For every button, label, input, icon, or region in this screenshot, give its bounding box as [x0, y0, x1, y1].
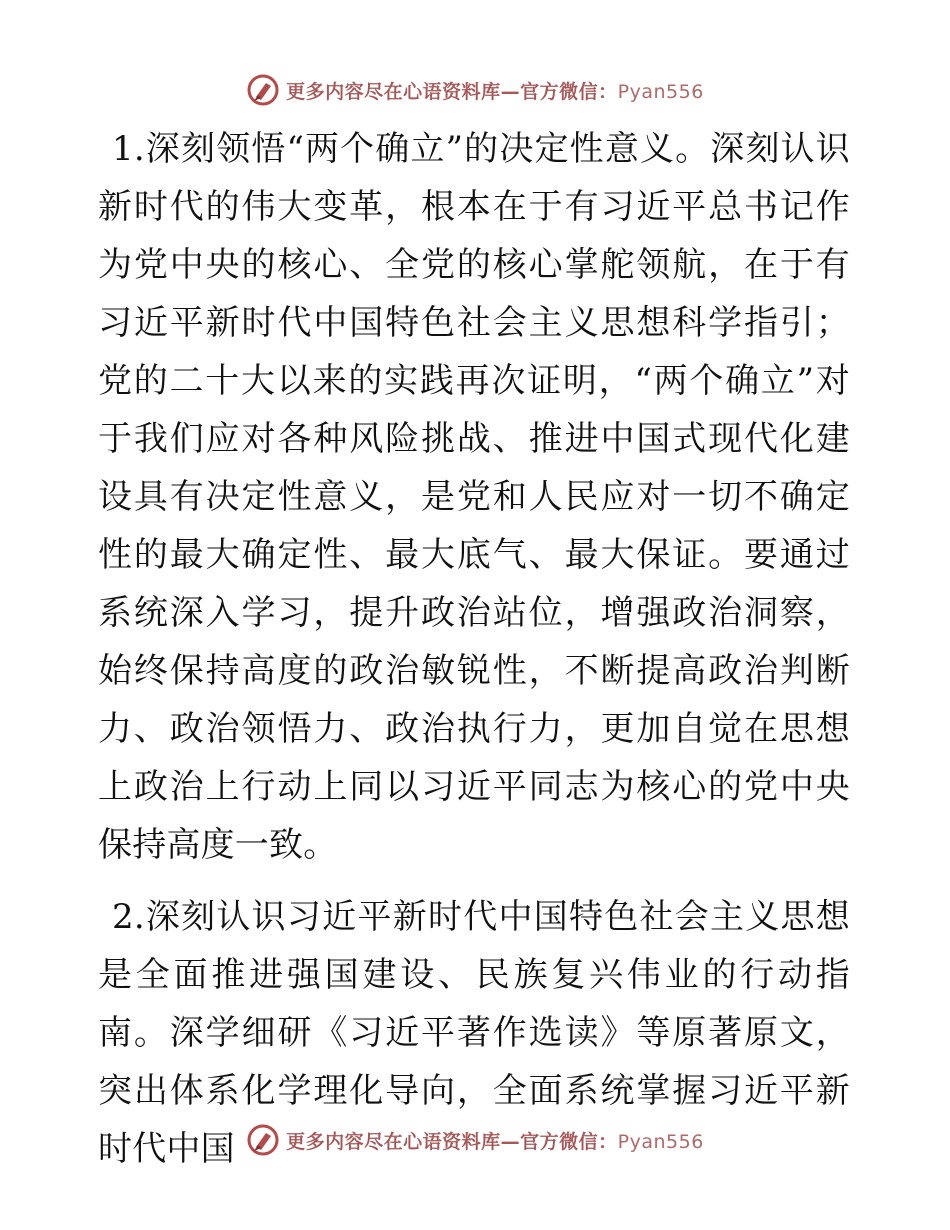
header-banner-text: [286, 77, 704, 104]
pen-nib-logo-icon: [246, 73, 280, 107]
paragraph-2: 2.深刻认识习近平新时代中国特色社会主义思想是全面推进强国建设、民族复兴伟业的行动指南。深学细研《习近平著作选读》等原著原文，突出体系化学理化导向，全面系统掌握习近平新时代中国: [98, 897, 850, 1169]
paragraph-1: 1.深刻领悟“两个确立”的决定性意义。深刻认识新时代的伟大变革，根本在于有习近平总书记作为党中央的核心、全党的核心掌舵领航，在于有习近平新时代中国特色社会主义思想科学指引；党的二十大以来的实践再次证明，“两个确立”对于我们应对各种风险挑战、推进中国式现代化建设具有决定性意义，是党和人民应对一切不确定性的最大确定性、最大底气、最大保证。要通过系统深入学习，提升政治站位，增强政治洞察，始终保持高度的政治敏锐性，不断提高政治判断力、政治领悟力、政治执行力，更加自觉在思想上政治上行动上同以习近平同志为核心的党中央保持高度一致。: [98, 129, 850, 865]
document-body: [98, 120, 850, 1192]
footer-banner-text: [286, 1127, 704, 1154]
header-banner-cn: 更多内容尽在心语资料库—官方微信：: [286, 80, 618, 103]
footer-banner-cn: 更多内容尽在心语资料库—官方微信：: [286, 1130, 618, 1153]
footer-banner-id: Pyan556: [617, 1130, 704, 1153]
footer-banner: [0, 1120, 950, 1160]
header-banner-id: Pyan556: [617, 80, 704, 103]
pen-nib-logo-icon: [246, 1123, 280, 1157]
header-banner: [0, 70, 950, 110]
